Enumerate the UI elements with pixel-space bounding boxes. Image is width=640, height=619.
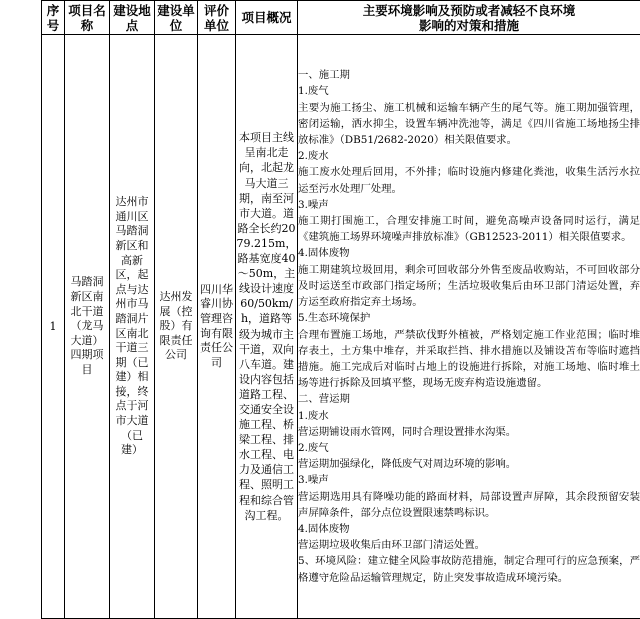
table-row: [42, 35, 640, 619]
row-evaluator: 四川华睿川协管理咨询有限责任公司: [198, 35, 236, 619]
measure-line: 一、施工期: [298, 69, 350, 82]
row-seq: 1: [42, 35, 65, 619]
measure-line: 1.废气: [298, 85, 329, 98]
measure-line: 3.噪声: [298, 474, 329, 487]
measure-line: 2.废气: [298, 441, 329, 454]
header-seq: 序号: [42, 1, 65, 35]
measure-line: 营运期加强绿化，降低废气对周边环境的影响。: [298, 458, 517, 471]
project-table: [41, 0, 640, 619]
header-location: 建设地点: [110, 1, 155, 35]
row-location: 达州市通川区马踏洞新区和高新区，起点与达州市马踏洞片区南北干道三期（已建）相接，终点于河市大道（已建）: [110, 35, 155, 619]
measure-line: 营运期铺设雨水管网，同时合理设置排水沟渠。: [298, 425, 517, 438]
row-measures: [298, 35, 640, 619]
measure-line: 1.废水: [298, 409, 329, 422]
row-builder: 达州发展（控股）有限责任公司: [155, 35, 198, 619]
row-project-name: 马踏洞新区南北干道（龙马大道）四期项目: [65, 35, 110, 619]
measure-line: 5、环境风险：建立健全风险事故防范措施，制定合理可行的应急预案，严格遵守危险品运输管理规定，防止突发事故造成环境污染。: [298, 555, 640, 584]
header-name: 项目名称: [65, 1, 110, 35]
header-overview: 项目概况: [236, 1, 298, 35]
measure-line: 合理布置施工场地，严禁砍伐野外植被，严格划定施工作业范围；临时堆存表土，土方集中堆存，并采取拦挡、排水措施以及铺设苫布等临时遮挡措施。施工完成后对临时占地上的设施进行拆除，对施工场地、临时堆土场等进行拆除及回填平整，现场无废弃构造设施遗留。: [298, 328, 640, 390]
measure-line: 2.废水: [298, 150, 329, 163]
measure-line: 4.固体废物: [298, 247, 350, 260]
header-row: [42, 1, 640, 35]
measure-line: 3.噪声: [298, 198, 329, 211]
measure-line: 营运期垃圾收集后由环卫部门清运处置。: [298, 539, 486, 552]
measure-line: 营运期选用具有降噪功能的路面材料，局部设置声屏障，其余段预留安装声屏障条件，部分点位设置限速禁鸣标识。: [298, 490, 640, 519]
measure-line: 4.固体废物: [298, 522, 350, 535]
row-overview: 本项目主线呈南北走向，北起龙马大道三期，南至河市大道。道路全长约2079.215m，路基宽度40～50m，主线设计速度60/50km/h，道路等级为城市主干道，双向八车道。建设内容包括道路工程、交通安全设施工程、桥梁工程、排水工程、电力及通信工程、照明工程和综合管沟工程。: [236, 35, 298, 619]
measure-line: 5.生态环境保护: [298, 312, 371, 325]
header-builder: 建设单位: [155, 1, 198, 35]
header-measures: 主要环境影响及预防或者减轻不良环境影响的对策和措施: [298, 1, 640, 35]
measure-line: 主要为施工扬尘、施工机械和运输车辆产生的尾气等。施工期加强管理，密闭运输，洒水抑尘，设置车辆冲洗池等，满足《四川省施工场地扬尘排放标准》（DB51/2682-2020）相关限值要求。: [298, 101, 640, 147]
header-evaluator: 评价单位: [198, 1, 236, 35]
measure-line: 施工废水处理后回用，不外排；临时设施内修建化粪池，收集生活污水拉运至污水处理厂处理。: [298, 166, 640, 195]
measure-line: 施工期建筑垃圾回用，剩余可回收部分外售至废品收购站，不可回收部分及时运送至市政部门指定场所；生活垃圾收集后由环卫部门清运处置，弃方运至政府指定弃土场场。: [298, 263, 640, 309]
measure-line: 施工期打围施工，合理安排施工时间，避免高噪声设备同时运行，满足《建筑施工场界环境噪声排放标准》（GB12523-2011）相关限值要求。: [298, 215, 640, 244]
measure-line: 二、营运期: [298, 393, 350, 406]
